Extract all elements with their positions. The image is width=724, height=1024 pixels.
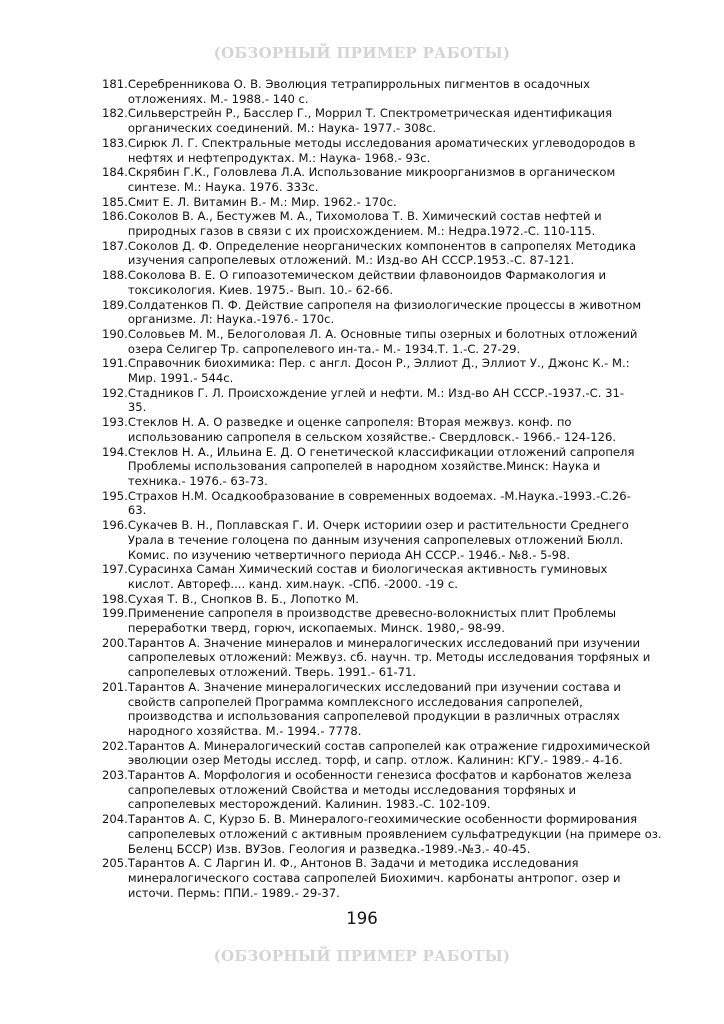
reference-line: Тарантов А. Значение минералогических исследований при изучении состава и	[127, 679, 621, 694]
reference-line: организме. Л: Наука.-1976.- 170с.	[127, 312, 335, 327]
reference-item	[102, 680, 676, 739]
reference-line: источи. Пермь: ППИ.- 1989.- 29-37.	[127, 885, 340, 900]
reference-line: сапропелевых отложений Свойства и методы исследования торфяных и	[127, 782, 577, 797]
reference-text	[128, 562, 676, 591]
reference-line: Стадников Г. Л. Происхождение углей и нефти. М.: Изд-во АН СССР.-1937.-С. 31-	[127, 385, 625, 400]
reference-line: Скрябин Г.К., Головлева Л.А. Использование микроорганизмов в органическом	[127, 165, 616, 180]
reference-item	[102, 445, 676, 489]
reference-line: Мир. 1991.- 544с.	[127, 371, 234, 386]
reference-text	[128, 268, 676, 297]
reference-line: Сирюк Л. Г. Спектральные методы исследования ароматических углеводородов в	[127, 135, 636, 150]
reference-text	[128, 165, 676, 194]
reference-number: 182.	[102, 106, 128, 121]
reference-line: Стеклов Н. А. О разведке и оценке сапропеля: Вторая межвуз. конф. по	[127, 415, 572, 430]
reference-number: 203.	[102, 768, 128, 783]
reference-line: переработки тверд, горюч, ископаемых. Минск. 1980,- 98-99.	[127, 621, 505, 636]
reference-line: 35.	[127, 400, 147, 415]
reference-number: 197.	[102, 562, 128, 577]
reference-text	[128, 298, 676, 327]
reference-number: 198.	[102, 591, 128, 606]
reference-text	[128, 195, 676, 210]
reference-item	[102, 327, 676, 356]
reference-text	[128, 386, 676, 415]
reference-line: Соколов Д. Ф. Определение неорганических компонентов в сапропелях Методика	[127, 238, 637, 253]
reference-line: сапропелевых отложений: Межвуз. сб. научн. тр. Методы исследования торфяных и	[127, 650, 651, 665]
watermark-top: (ОБЗОРНЫЙ ПРИМЕР РАБОТЫ)	[213, 44, 511, 62]
reference-number: 194.	[102, 444, 128, 459]
reference-line: природных газов в связи с их происхождением. М.: Недра.1972.-С. 110-115.	[127, 224, 596, 239]
reference-line: Применение сапропеля в производстве древесно-волокнистых плит Проблемы	[127, 606, 617, 621]
reference-line: Справочник биохимика: Пер. с англ. Досон Р., Эллиот Д., Эллиот У., Джонс К.- М.:	[127, 356, 630, 371]
reference-text	[128, 106, 676, 135]
reference-line: Тарантов А. С, Курзо Б. В. Минералого-геохимические особенности формирования	[127, 812, 638, 827]
reference-number: 185.	[102, 194, 128, 209]
reference-text	[128, 636, 676, 680]
reference-number: 186.	[102, 209, 128, 224]
reference-number: 201.	[102, 679, 128, 694]
reference-line: Сурасинха Саман Химический состав и биологическая активность гуминовых	[127, 562, 608, 577]
reference-line: Соловьев М. М., Белоголовая Л. А. Основные типы озерных и болотных отложений	[127, 326, 638, 341]
reference-line: Тарантов А. Морфология и особенности генезиса фосфатов и карбонатов железа	[127, 768, 632, 783]
reference-line: Сухая Т. В., Снопков В. Б., Лопотко М.	[127, 591, 359, 606]
reference-line: Комис. по изучению четвертичного периода АН СССР.- 1946.- №8.- 5-98.	[127, 547, 571, 562]
reference-line: органических соединений. М.: Наука- 1977.- 308с.	[127, 121, 437, 136]
reference-item	[102, 768, 676, 812]
reference-text	[128, 518, 676, 562]
reference-line: Соколова В. Е. О гипоазотемическом действии флавоноидов Фармакология и	[127, 268, 607, 283]
reference-line: Смит Е. Л. Витамин В.- М.: Мир. 1962.- 170с.	[127, 194, 397, 209]
reference-line: озера Селигер Тр. сапропелевого ин-та.- М.- 1934.Т. 1.-С. 27-29.	[127, 341, 521, 356]
reference-line: Соколов В. А., Бестужев М. А., Тихомолова Т. В. Химический состав нефтей и	[127, 209, 602, 224]
reference-number: 200.	[102, 635, 128, 650]
reference-line: Сильверстрейн Р., Басслер Г., Моррил Т. Спектрометрическая идентификация	[127, 106, 613, 121]
reference-text	[128, 77, 676, 106]
reference-text	[128, 592, 676, 607]
reference-item	[102, 636, 676, 680]
reference-number: 184.	[102, 165, 128, 180]
reference-item	[102, 77, 676, 106]
reference-item	[102, 489, 676, 518]
reference-text	[128, 768, 676, 812]
reference-line: изучения сапропелевых отложений. М.: Изд-во АН СССР.1953.-С. 87-121.	[127, 253, 575, 268]
reference-text	[128, 489, 676, 518]
reference-line: техника.- 1976.- 63-73.	[127, 473, 268, 488]
reference-number: 188.	[102, 268, 128, 283]
reference-line: отложениях. М.- 1988.- 140 с.	[127, 91, 309, 106]
reference-text	[128, 680, 676, 739]
reference-number: 183.	[102, 135, 128, 150]
reference-item	[102, 386, 676, 415]
reference-item	[102, 209, 676, 238]
reference-text	[128, 209, 676, 238]
reference-item	[102, 298, 676, 327]
reference-list	[102, 77, 676, 900]
reference-text	[128, 606, 676, 635]
reference-item	[102, 136, 676, 165]
reference-item	[102, 415, 676, 444]
reference-item	[102, 356, 676, 385]
reference-item	[102, 606, 676, 635]
reference-number: 190.	[102, 326, 128, 341]
reference-text	[128, 327, 676, 356]
reference-number: 199.	[102, 606, 128, 621]
reference-line: производства и использования сапропелевой продукции в различных отраслях	[127, 709, 620, 724]
reference-line: Проблемы использования сапропелей в народном хозяйстве.Минск: Наука и	[127, 459, 601, 474]
reference-number: 196.	[102, 518, 128, 533]
reference-line: Страхов Н.М. Осадкообразование в современных водоемах. -М.Наука.-1993.-С.26-	[127, 488, 631, 503]
reference-number: 181.	[102, 77, 128, 91]
reference-text	[128, 856, 676, 900]
reference-text	[128, 239, 676, 268]
reference-line: Солдатенков П. Ф. Действие сапропеля на физиологические процессы в животном	[127, 297, 642, 312]
reference-item	[102, 812, 676, 856]
reference-item	[102, 856, 676, 900]
reference-item	[102, 195, 676, 210]
reference-line: 63.	[127, 503, 147, 518]
reference-item	[102, 106, 676, 135]
reference-item	[102, 739, 676, 768]
reference-text	[128, 812, 676, 856]
reference-line: Тарантов А. Минералогический состав сапропелей как отражение гидрохимической	[127, 738, 651, 753]
reference-item	[102, 239, 676, 268]
reference-line: Серебренникова О. В. Эволюция тетрапиррольных пигментов в осадочных	[127, 77, 590, 91]
reference-line: использованию сапропеля в сельском хозяйстве.- Свердловск.- 1966.- 124-126.	[127, 429, 617, 444]
reference-line: народного хозяйства. М.- 1994.- 7778.	[127, 723, 362, 738]
reference-line: Урала в течение голоцена по данным изучения сапропелевых отложений Бюлл.	[127, 532, 624, 547]
reference-item	[102, 518, 676, 562]
reference-text	[128, 739, 676, 768]
reference-number: 193.	[102, 415, 128, 430]
reference-item	[102, 592, 676, 607]
reference-number: 205.	[102, 856, 128, 871]
reference-line: сапропелевых отложений. Тверь. 1991.- 61-71.	[127, 665, 417, 680]
reference-text	[128, 136, 676, 165]
reference-line: сапропелевых отложений с активным проявлением сульфатредукции (на примере оз.	[127, 826, 662, 841]
reference-line: Тарантов А. Значение минералов и минералогических исследований при изучении	[127, 635, 641, 650]
reference-line: кислот. Автореф.... канд. хим.наук. -СПб. -2000. -19 с.	[127, 576, 458, 591]
reference-text	[128, 356, 676, 385]
reference-number: 204.	[102, 812, 128, 827]
reference-number: 192.	[102, 385, 128, 400]
reference-number: 189.	[102, 297, 128, 312]
reference-item	[102, 268, 676, 297]
reference-line: Тарантов А. С Ларгин И. Ф., Антонов В. Задачи и методика исследования	[127, 856, 579, 871]
reference-number: 191.	[102, 356, 128, 371]
reference-item	[102, 562, 676, 591]
reference-line: свойств сапропелей Программа комплексного исследования сапропелей,	[127, 694, 583, 709]
reference-line: нефтях и нефтепродуктах. М.: Наука- 1968.- 93с.	[127, 150, 431, 165]
reference-line: Стеклов Н. А., Ильина Е. Д. О генетической классификации отложений сапропеля	[127, 444, 635, 459]
reference-line: токсикология. Киев. 1975.- Вып. 10.- 62-66.	[127, 282, 394, 297]
reference-text	[128, 445, 676, 489]
reference-number: 195.	[102, 488, 128, 503]
reference-line: минералогического состава сапропелей Биохимич. карбонаты антропог. озер и	[127, 870, 621, 885]
reference-number: 187.	[102, 238, 128, 253]
reference-item	[102, 165, 676, 194]
reference-line: Беленц БССР) Изв. ВУЗов. Геология и разведка.-1989.-№3.- 40-45.	[127, 841, 531, 856]
reference-text	[128, 415, 676, 444]
reference-number: 202.	[102, 738, 128, 753]
reference-line: эволюции озер Методы исслед. торф, и сапр. отлож. Калинин: КГУ.- 1989.- 4-16.	[127, 753, 623, 768]
reference-line: синтезе. М.: Наука. 1976. 333с.	[127, 179, 319, 194]
reference-line: Сукачев В. Н., Поплавская Г. И. Очерк историии озер и растительности Среднего	[127, 518, 629, 533]
reference-line: сапропелевых месторождений. Калинин. 1983.-С. 102-109.	[127, 797, 491, 812]
page-number: 196	[346, 909, 378, 928]
watermark-bottom: (ОБЗОРНЫЙ ПРИМЕР РАБОТЫ)	[213, 947, 511, 965]
